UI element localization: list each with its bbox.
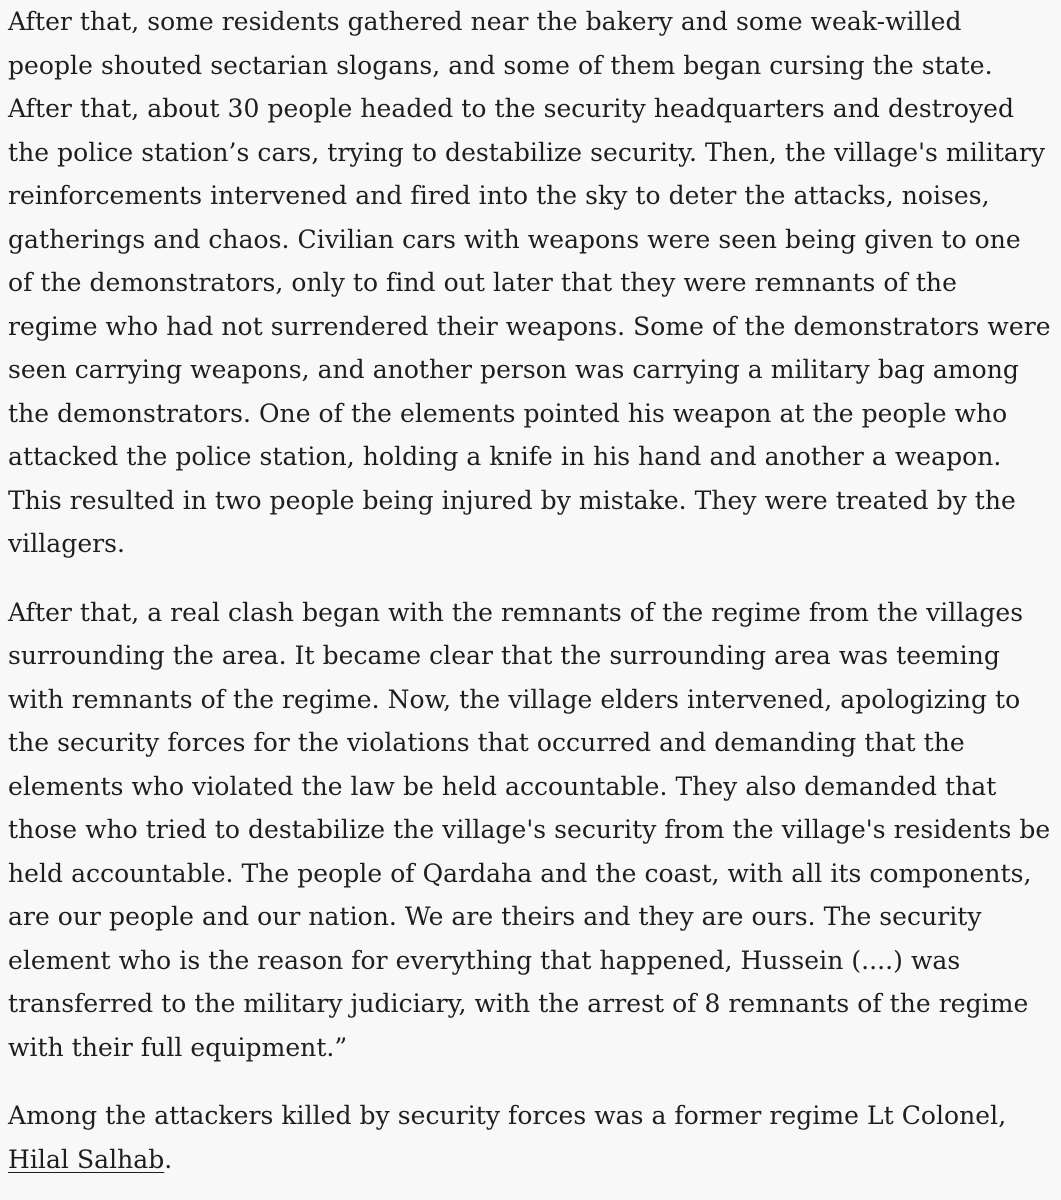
article-paragraph-1: After that, some residents gathered near the bakery and some weak-willed people shouted sectarian slogans, and some of them began cursing the state. After that, about 30 people headed to the security headquarters and destroyed the police station’s cars, trying to destabilize security. Then, the village's military reinforcements intervened and fired into the sky to deter the attacks, noises, gatherings and chaos. Civilian cars with weapons were seen being given to one of the demonstrators, only to find out later that they were remnants of the regime who had not surrendered their weapons. Some of the demonstrators were seen carrying weapons, and another person was carrying a military bag among the demonstrators. One of the elements pointed his weapon at the people who attacked the police station, holding a knife in his hand and another a weapon. This resulted in two people being injured by mistake. They were treated by the villagers.	[8, 7, 1051, 558]
hilal-salhab-link[interactable]: Hilal Salhab	[8, 1144, 165, 1174]
article-paragraph-2: After that, a real clash began with the remnants of the regime from the villages surrounding the area. It became clear that the surrounding area was teeming with remnants of the regime. Now, the village elders intervened, apologizing to the security forces for the violations that occurred and demanding that the elements who violated the law be held accountable. They also demanded that those who tried to destabilize the village's security from the village's residents be held accountable. The people of Qardaha and the coast, with all its components, are our people and our nation. We are theirs and they are ours. The security element who is the reason for everything that happened, Hussein (....) was transferred to the military judiciary, with the arrest of 8 remnants of the regime with their full equipment.”	[8, 597, 1051, 1062]
final-paragraph-period: .	[164, 1144, 173, 1174]
article-body	[8, 0, 1053, 1181]
article-paragraph-3	[8, 1094, 1053, 1181]
final-paragraph-text: Among the attackers killed by security forces was a former regime Lt Colonel,	[8, 1101, 1007, 1130]
